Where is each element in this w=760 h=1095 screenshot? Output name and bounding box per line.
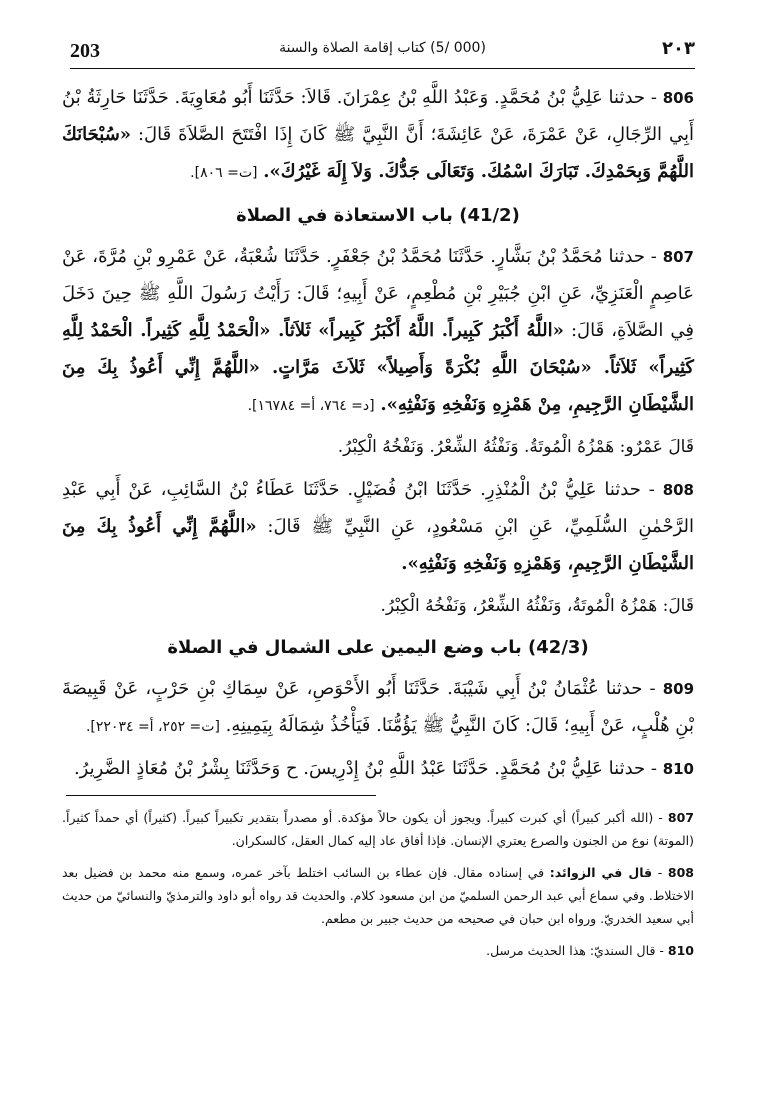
hadith-808: 808 - حدثنا عَلِيُّ بْنُ الْمُنْذِرِ. حَدَّثَنَا ابْنُ فُضَيْلٍ. حَدَّثَنَا عَطَاءُ بْنُ السَّائِبِ، عَنْ أَبِي عَبْدِ الرَّحْمٰنِ السُّلَمِيِّ، عَنِ ابْنِ مَسْعُودٍ، عَنِ النَّبِيِّ ﷺ قَالَ: «اللَّهُمَّ إِنِّي أَعُوذُ بِكَ مِنَ الشَّيْطَانِ الرَّجِيمِ، وَهَمْزِهِ وَنَفْخِهِ وَنَفْثِهِ». [62, 479, 694, 574]
hadith-quote: «اللَّهُمَّ إِنِّي أَعُوذُ بِكَ مِنَ الشَّيْطَانِ الرَّجِيمِ، وَهَمْزِهِ وَنَفْخِهِ وَنَفْثِهِ». [62, 516, 694, 574]
page-header [70, 38, 695, 69]
footnote-label: قال في الزوائد: [549, 865, 653, 880]
hadith-quote: «اللَّهُ أَكْبَرُ كَبِيراً. اللَّهُ أَكْبَرُ كَبِيراً» ثَلاَثاً. «الْحَمْدُ لِلَّهِ كَثِيراً. الْحَمْدُ لِلَّهِ كَثِيراً» ثَلاَثاً. «سُبْحَانَ اللَّهِ بُكْرَةً وَأَصِيلاً» ثَلاَثَ مَرَّاتٍ. «اللَّهُمَّ إِنِّي أَعُوذُ بِكَ مِنَ الشَّيْطَانِ الرَّجِيمِ، مِنْ هَمْزِهِ وَنَفْخِهِ وَنَفْثِهِ». [62, 319, 694, 415]
chapter-heading: (42/3) باب وضع اليمين على الشمال في الصلاة [167, 636, 589, 658]
hadith-reference: [ت= ٨٠٦]. [190, 164, 258, 181]
hadith-809: 809 - حدثنا عُثْمَانُ بْنُ أَبِي شَيْبَةَ. حَدَّثَنَا أَبُو الأَحْوَصِ، عَنْ سِمَاكِ بْنِ حَرْبٍ، عَنْ قَبِيصَةَ بْنِ هُلْبٍ، عَنْ أَبِيهِ؛ قَالَ: كَانَ النَّبِيُّ ﷺ يَؤُمُّنَا. فَيَأْخُذُ شِمَالَهُ بِيَمِينِهِ. [ت= ٢٥٢، أ= ٢٢٠٣٤]. [62, 677, 695, 736]
hadith-number: 807 [662, 248, 694, 267]
footnote-number: 810 [667, 943, 694, 958]
hadith-number: 808 [662, 481, 694, 500]
footnote-divider [66, 795, 376, 796]
footnote-text: قال السنديّ: هذا الحديث مرسل. [486, 943, 656, 958]
hadith-text: حدثنا عَلِيُّ بْنُ الْمُنْذِرِ. حَدَّثَنَا ابْنُ فُضَيْلٍ. حَدَّثَنَا عَطَاءُ بْنُ السَّائِبِ، عَنْ أَبِي عَبْدِ الرَّحْمٰنِ السُّلَمِيِّ، عَنِ ابْنِ مَسْعُودٍ، عَنِ النَّبِيِّ ﷺ قَالَ: [62, 479, 694, 538]
footnote-text: (الله أكبر كبيراً) أي كبرت كبيراً. ويجوز أن يكون حالاً مؤكدة. أو مصدراً بتقدير تكبيراً كبيراً. (كثيراً) أي حمداً كثيراً. (الموتة) نوع من الجنون والصرع يعتري الإنسان. فإذا أفاق عاد إليه كمال العقل، كالسكران. [62, 810, 694, 848]
page-number-latin: 203 [70, 40, 100, 62]
footnote-number: 808 [667, 865, 694, 880]
hadith-reference: [ت= ٢٥٢، أ= ٢٢٠٣٤]. [85, 718, 220, 735]
hadith-807: 807 - حدثنا مُحَمَّدُ بْنُ بَشَّارٍ. حَدَّثَنَا مُحَمَّدُ بْنُ جَعْفَرٍ. حَدَّثَنَا شُعْبَةُ، عَنْ عَمْرِو بْنِ مُرَّةَ، عَنْ عَاصِمٍ الْعَنَزِيِّ، عَنِ ابْنِ جُبَيْرِ بْنِ مُطْعِمٍ، عَنْ أَبِيهِ؛ قَالَ: رَأَيْتُ رَسُولَ اللَّهِ ﷺ حِينَ دَخَلَ فِي الصَّلاَةِ، قَالَ: «اللَّهُ أَكْبَرُ كَبِيراً. اللَّهُ أَكْبَرُ كَبِيراً» ثَلاَثاً. «الْحَمْدُ لِلَّهِ كَثِيراً. الْحَمْدُ لِلَّهِ كَثِيراً» ثَلاَثاً. «سُبْحَانَ اللَّهِ بُكْرَةً وَأَصِيلاً» ثَلاَثَ مَرَّاتٍ. «اللَّهُمَّ إِنِّي أَعُوذُ بِكَ مِنَ الشَّيْطَانِ الرَّجِيمِ، مِنْ هَمْزِهِ وَنَفْخِهِ وَنَفْثِهِ». [د= ٧٦٤، أ= ١٦٧٨٤]. [62, 246, 694, 415]
footnote: 808 - قال في الزوائد: في إسناده مقال. فإن عطاء بن السائب اختلط بآخر عمره، وسمع منه محمد بن فضيل بعد الاختلاط. وفي سماع أبي عبد الرحمن السلميّ من ابن مسعود كلام. والحديث قد رواه أبو داود والترمذيّ والنسائيّ من حديث أبي سعيد الخدريّ. ورواه ابن حبان في صحيحه من حديث جبير بن مطعم. [62, 865, 694, 926]
chapter-heading: (41/2) باب الاستعاذة في الصلاة [236, 205, 520, 227]
footnote: 810 - قال السنديّ: هذا الحديث مرسل. [486, 943, 694, 958]
footnote: 807 - (الله أكبر كبيراً) أي كبرت كبيراً. ويجوز أن يكون حالاً مؤكدة. أو مصدراً بتقدير تكبيراً كبيراً. (كثيراً) أي حمداً كثيراً. (الموتة) نوع من الجنون والصرع يعتري الإنسان. فإذا أفاق عاد إليه كمال العقل، كالسكران. [62, 810, 694, 848]
page-number-arabic: ٢٠٣ [662, 38, 695, 59]
hadith-quote: «سُبْحَانَكَ اللَّهُمَّ وَبِحَمْدِكَ. تَبَارَكَ اسْمُكَ. وَتَعَالَى جَدُّكَ. وَلاَ إِلَهَ غَيْرُكَ». [62, 123, 694, 182]
hadith-note: قَالَ عَمْرٌو: هَمْزُهُ الْمُوتَةُ. وَنَفْثُهُ الشِّعْرُ. وَنَفْخُهُ الْكِبْرُ. [337, 437, 694, 458]
hadith-note: قَالَ: هَمْزُهُ الْمُوتَةُ، وَنَفْثُهُ الشِّعْرُ، وَنَفْخُهُ الْكِبْرُ. [380, 595, 694, 616]
hadith-text: حدثنا عُثْمَانُ بْنُ أَبِي شَيْبَةَ. حَدَّثَنَا أَبُو الأَحْوَصِ، عَنْ سِمَاكِ بْنِ حَرْبٍ، عَنْ قَبِيصَةَ بْنِ هُلْبٍ، عَنْ أَبِيهِ؛ قَالَ: كَانَ النَّبِيُّ ﷺ يَؤُمُّنَا. فَيَأْخُذُ شِمَالَهُ بِيَمِينِهِ. [62, 677, 694, 736]
hadith-number: 806 [662, 89, 694, 107]
running-title: (000 /5) كتاب إقامة الصلاة والسنة [279, 40, 486, 56]
hadith-text: حدثنا عَلِيُّ بْنُ مُحَمَّدٍ. حَدَّثَنَا عَبْدُ اللَّهِ بْنُ إِدْرِيسَ. ح وَحَدَّثَنَا بِشْرُ بْنُ مُعَاذٍ الضَّرِيرُ. [73, 758, 646, 780]
hadith-810: 810 - حدثنا عَلِيُّ بْنُ مُحَمَّدٍ. حَدَّثَنَا عَبْدُ اللَّهِ بْنُ إِدْرِيسَ. ح وَحَدَّثَنَا بِشْرُ بْنُ مُعَاذٍ الضَّرِيرُ. [73, 758, 694, 780]
footnotes [62, 806, 694, 971]
hadith-reference: [د= ٧٦٤، أ= ١٦٧٨٤]. [247, 397, 375, 414]
footnote-number: 807 [667, 810, 694, 825]
main-text [62, 80, 694, 794]
hadith-text: حدثنا عَلِيُّ بْنُ مُحَمَّدٍ. وَعَبْدُ اللَّهِ بْنُ عِمْرَانَ. قَالاَ: حَدَّثَنَا أَبُو مُعَاوِيَةَ. حَدَّثَنَا حَارِثَةُ بْنُ أَبِي الرِّجَالِ، عَنْ عَمْرَةَ، عَنْ عَائِشَةَ؛ أَنَّ النَّبِيَّ ﷺ كَانَ إِذَا افْتَتَحَ الصَّلاَةَ قَالَ: [62, 87, 694, 145]
hadith-number: 810 [662, 760, 694, 779]
footnote-text: في إسناده مقال. فإن عطاء بن السائب اختلط بآخر عمره، وسمع منه محمد بن فضيل بعد الاختلاط. وفي سماع أبي عبد الرحمن السلميّ من ابن مسعود كلام. والحديث قد رواه أبو داود والترمذيّ والنسائيّ من حديث أبي سعيد الخدريّ. ورواه ابن حبان في صحيحه من حديث جبير بن مطعم. [62, 865, 694, 926]
hadith-text: حدثنا مُحَمَّدُ بْنُ بَشَّارٍ. حَدَّثَنَا مُحَمَّدُ بْنُ جَعْفَرٍ. حَدَّثَنَا شُعْبَةُ، عَنْ عَمْرِو بْنِ مُرَّةَ، عَنْ عَاصِمٍ الْعَنَزِيِّ، عَنِ ابْنِ جُبَيْرِ بْنِ مُطْعِمٍ، عَنْ أَبِيهِ؛ قَالَ: رَأَيْتُ رَسُولَ اللَّهِ ﷺ حِينَ دَخَلَ فِي الصَّلاَةِ، قَالَ: [62, 246, 694, 341]
hadith-806: 806 - حدثنا عَلِيُّ بْنُ مُحَمَّدٍ. وَعَبْدُ اللَّهِ بْنُ عِمْرَانَ. قَالاَ: حَدَّثَنَا أَبُو مُعَاوِيَةَ. حَدَّثَنَا حَارِثَةُ بْنُ أَبِي الرِّجَالِ، عَنْ عَمْرَةَ، عَنْ عَائِشَةَ؛ أَنَّ النَّبِيَّ ﷺ كَانَ إِذَا افْتَتَحَ الصَّلاَةَ قَالَ: «سُبْحَانَكَ اللَّهُمَّ وَبِحَمْدِكَ. تَبَارَكَ اسْمُكَ. وَتَعَالَى جَدُّكَ. وَلاَ إِلَهَ غَيْرُكَ». [ت= ٨٠٦]. [62, 87, 694, 182]
hadith-number: 809 [662, 679, 695, 698]
